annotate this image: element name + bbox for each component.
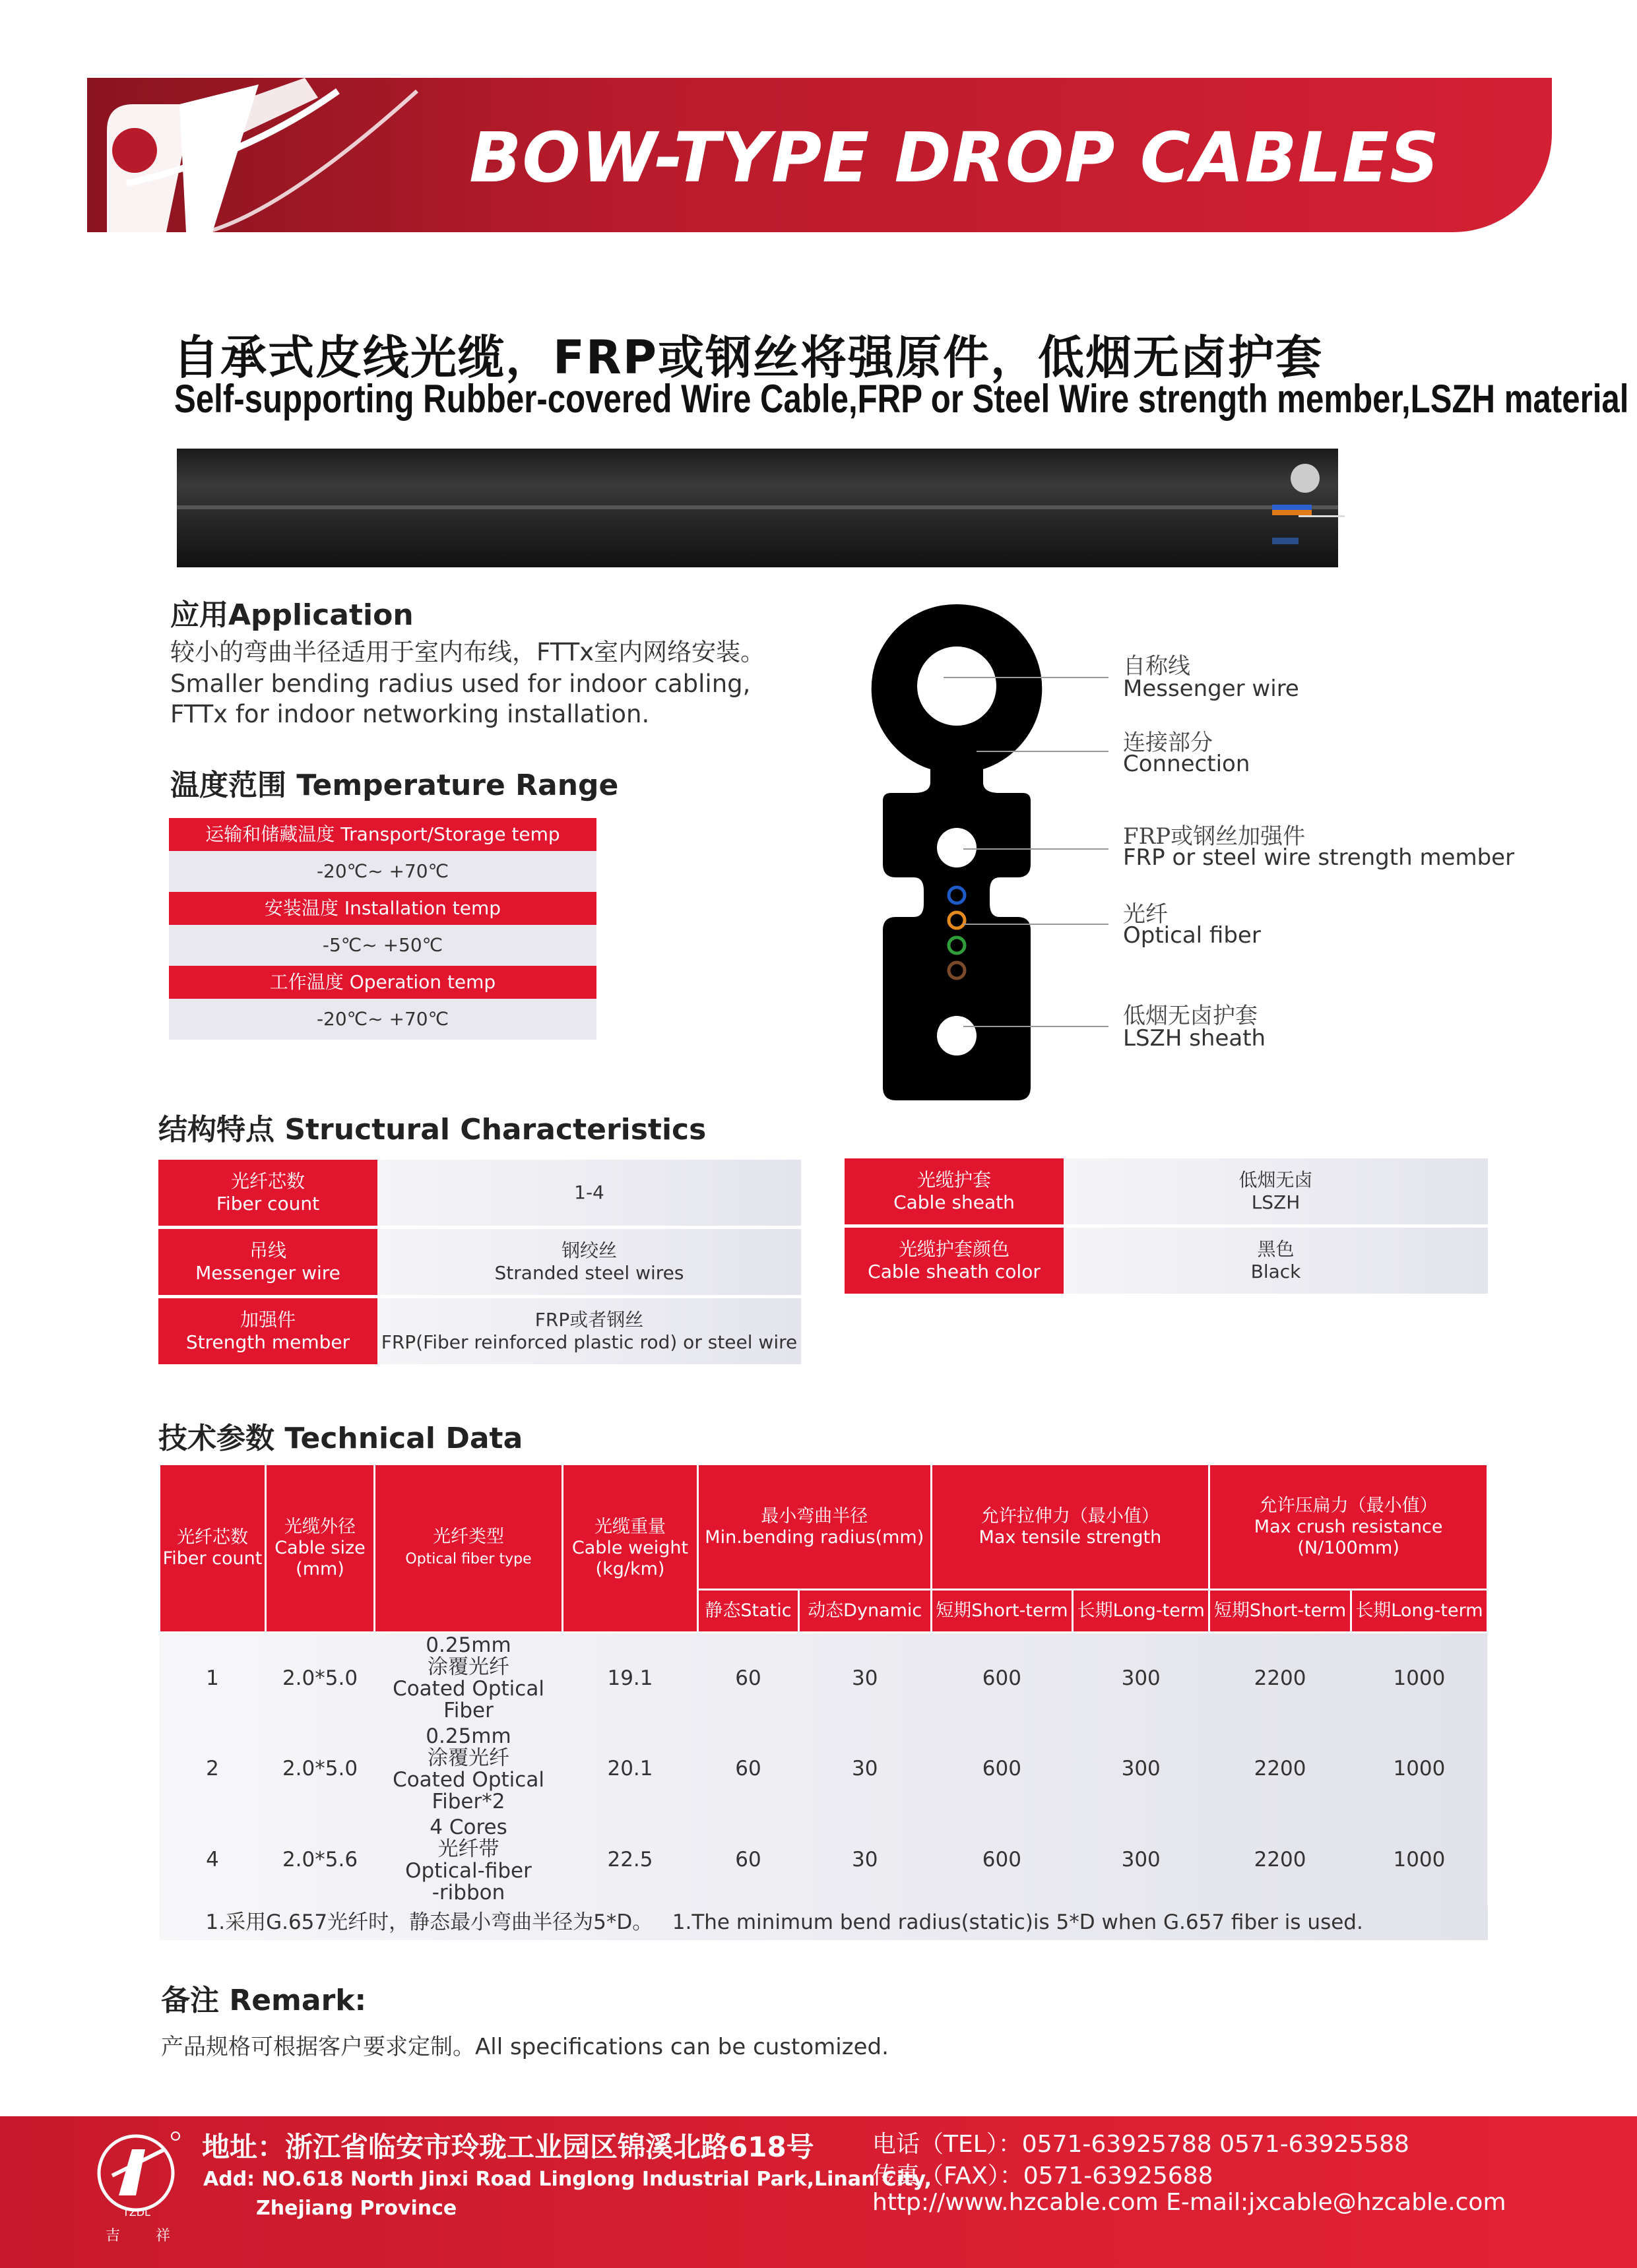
table-row bbox=[158, 1297, 801, 1366]
label-sheath-cn: 低烟无卤护套 bbox=[1123, 1003, 1258, 1029]
table-row bbox=[845, 1226, 1488, 1296]
structural-table-right bbox=[845, 1158, 1488, 1297]
table-row: 4 2.0*5.6 4 Cores 光纤带 Optical-fiber -ribbon 22.5 60 30 600 300 2200 1000 bbox=[206, 1815, 1446, 1905]
label-connection-en: Connection bbox=[1123, 751, 1250, 777]
col-bend: 最小弯曲半径 Min.bending radius(mm) bbox=[698, 1465, 932, 1590]
struct-value: 低烟无卤 LSZH bbox=[1064, 1158, 1488, 1226]
table-row bbox=[845, 1158, 1488, 1226]
col-tensile-short: 短期Short-term bbox=[931, 1590, 1073, 1633]
struct-key: 光缆护套 Cable sheath bbox=[845, 1158, 1064, 1226]
application-heading: 应用Application bbox=[170, 598, 414, 632]
address-cn: 地址：浙江省临安市玲珑工业园区锦溪北路618号 bbox=[202, 2131, 814, 2163]
table-row: 1 2.0*5.0 0.25mm 涂覆光纤 Coated Optical Fiber 19.1 60 30 600 300 2200 1000 bbox=[206, 1633, 1446, 1723]
technical-table bbox=[158, 1463, 1489, 1940]
address-en-1: Add: NO.618 North Jinxi Road Linglong Industrial Park,Linan City, bbox=[203, 2168, 932, 2191]
temp-label-installation: 安装温度 Installation temp bbox=[169, 892, 596, 925]
structural-table-left bbox=[158, 1160, 801, 1368]
footer-logo-text: TZDL bbox=[123, 2206, 150, 2219]
technical-note: 1.采用G.657光纤时，静态最小弯曲半径为5*D。 1.The minimum bend radius(static)is 5*D when G.657 fiber is used. bbox=[205, 1910, 1363, 1934]
col-fiber-type: 光纤类型 Optical fiber type bbox=[375, 1465, 563, 1633]
col-bend-dynamic: 动态Dynamic bbox=[798, 1590, 931, 1633]
col-crush-short: 短期Short-term bbox=[1209, 1590, 1351, 1633]
col-weight: 光缆重量 Cable weight (kg/km) bbox=[563, 1465, 698, 1633]
application-text-en-2: FTTx for indoor networking installation. bbox=[170, 700, 650, 728]
label-messenger-cn: 自称线 bbox=[1123, 653, 1190, 679]
footer-logo-char-2: 祥 bbox=[156, 2228, 171, 2244]
remark-text: 产品规格可根据客户要求定制。All specifications can be customized. bbox=[161, 2034, 889, 2060]
col-tensile-long: 长期Long-term bbox=[1073, 1590, 1209, 1633]
struct-key: 加强件 Strength member bbox=[158, 1297, 377, 1366]
label-messenger-en: Messenger wire bbox=[1123, 676, 1299, 702]
col-crush-long: 长期Long-term bbox=[1351, 1590, 1487, 1633]
temp-label-operation: 工作温度 Operation temp bbox=[169, 966, 596, 999]
footer-tel: 电话（TEL）：0571-63925788 0571-63925588 bbox=[872, 2131, 1409, 2158]
label-fiber-cn: 光纤 bbox=[1123, 901, 1168, 928]
cable-photo bbox=[177, 449, 1338, 567]
footer-fax: 传真（FAX）：0571-63925688 bbox=[872, 2162, 1213, 2189]
struct-key: 光缆护套颜色 Cable sheath color bbox=[845, 1226, 1064, 1296]
temp-value-operation: -20℃~ +70℃ bbox=[169, 999, 596, 1040]
headline-cn: 自承式皮线光缆，FRP或钢丝将强原件，低烟无卤护套 bbox=[173, 331, 1324, 385]
struct-key: 光纤芯数 Fiber count bbox=[158, 1160, 377, 1228]
label-strength-cn: FRP或钢丝加强件 bbox=[1123, 823, 1306, 850]
col-crush: 允许压扁力（最小值） Max crush resistance (N/100mm) bbox=[1209, 1465, 1488, 1590]
header-banner bbox=[87, 78, 1552, 232]
temperature-heading: 温度范围 Temperature Range bbox=[170, 769, 619, 802]
footer-logo-char-1: 吉 bbox=[106, 2228, 121, 2244]
temperature-table bbox=[169, 818, 596, 1040]
label-sheath-en: LSZH sheath bbox=[1123, 1025, 1266, 1052]
headline-en: Self-supporting Rubber-covered Wire Cable,FRP or Steel Wire strength member,LSZH material bbox=[174, 377, 1629, 421]
struct-key: 吊线 Messenger wire bbox=[158, 1228, 377, 1297]
label-connection-cn: 连接部分 bbox=[1123, 730, 1213, 756]
address-en-2: Zhejiang Province bbox=[256, 2197, 457, 2220]
struct-value: 钢绞丝 Stranded steel wires bbox=[377, 1228, 801, 1297]
struct-value: FRP或者钢丝 FRP(Fiber reinforced plastic rod) or steel wire bbox=[377, 1297, 801, 1366]
table-row bbox=[158, 1160, 801, 1228]
table-note-row bbox=[160, 1906, 1488, 1940]
page-title: BOW-TYPE DROP CABLES bbox=[469, 117, 1440, 198]
remark-heading: 备注 Remark: bbox=[161, 1984, 367, 2017]
temp-label-transport: 运输和储藏温度 Transport/Storage temp bbox=[169, 818, 596, 851]
label-fiber-en: Optical fiber bbox=[1123, 922, 1261, 949]
table-row: 2 2.0*5.0 0.25mm 涂覆光纤 Coated Optical Fiber*2 20.1 60 30 600 300 2200 1000 bbox=[206, 1724, 1446, 1813]
cable-end-icon bbox=[1259, 449, 1351, 567]
application-text-cn: 较小的弯曲半径适用于室内布线，FTTx室内网络安装。 bbox=[170, 638, 765, 666]
struct-value: 黑色 Black bbox=[1064, 1226, 1488, 1296]
temp-value-transport: -20℃~ +70℃ bbox=[169, 851, 596, 892]
struct-value: 1-4 bbox=[377, 1160, 801, 1228]
company-logo-icon bbox=[87, 78, 430, 232]
col-cable-size: 光缆外径 Cable size (mm) bbox=[266, 1465, 375, 1633]
temp-value-installation: -5℃~ +50℃ bbox=[169, 925, 596, 966]
col-fiber-count: 光纤芯数 Fiber count bbox=[160, 1465, 266, 1633]
structural-heading: 结构特点 Structural Characteristics bbox=[158, 1113, 707, 1147]
footer bbox=[0, 2116, 1637, 2268]
application-text-en-1: Smaller bending radius used for indoor cabling, bbox=[170, 670, 751, 698]
col-tensile: 允许拉伸力（最小值） Max tensile strength bbox=[931, 1465, 1209, 1590]
footer-web-email[interactable]: http://www.hzcable.com E-mail:jxcable@hzcable.com bbox=[872, 2189, 1506, 2216]
label-strength-en: FRP or steel wire strength member bbox=[1123, 844, 1515, 871]
table-row bbox=[158, 1228, 801, 1297]
technical-heading: 技术参数 Technical Data bbox=[158, 1422, 523, 1455]
col-bend-static: 静态Static bbox=[698, 1590, 799, 1633]
